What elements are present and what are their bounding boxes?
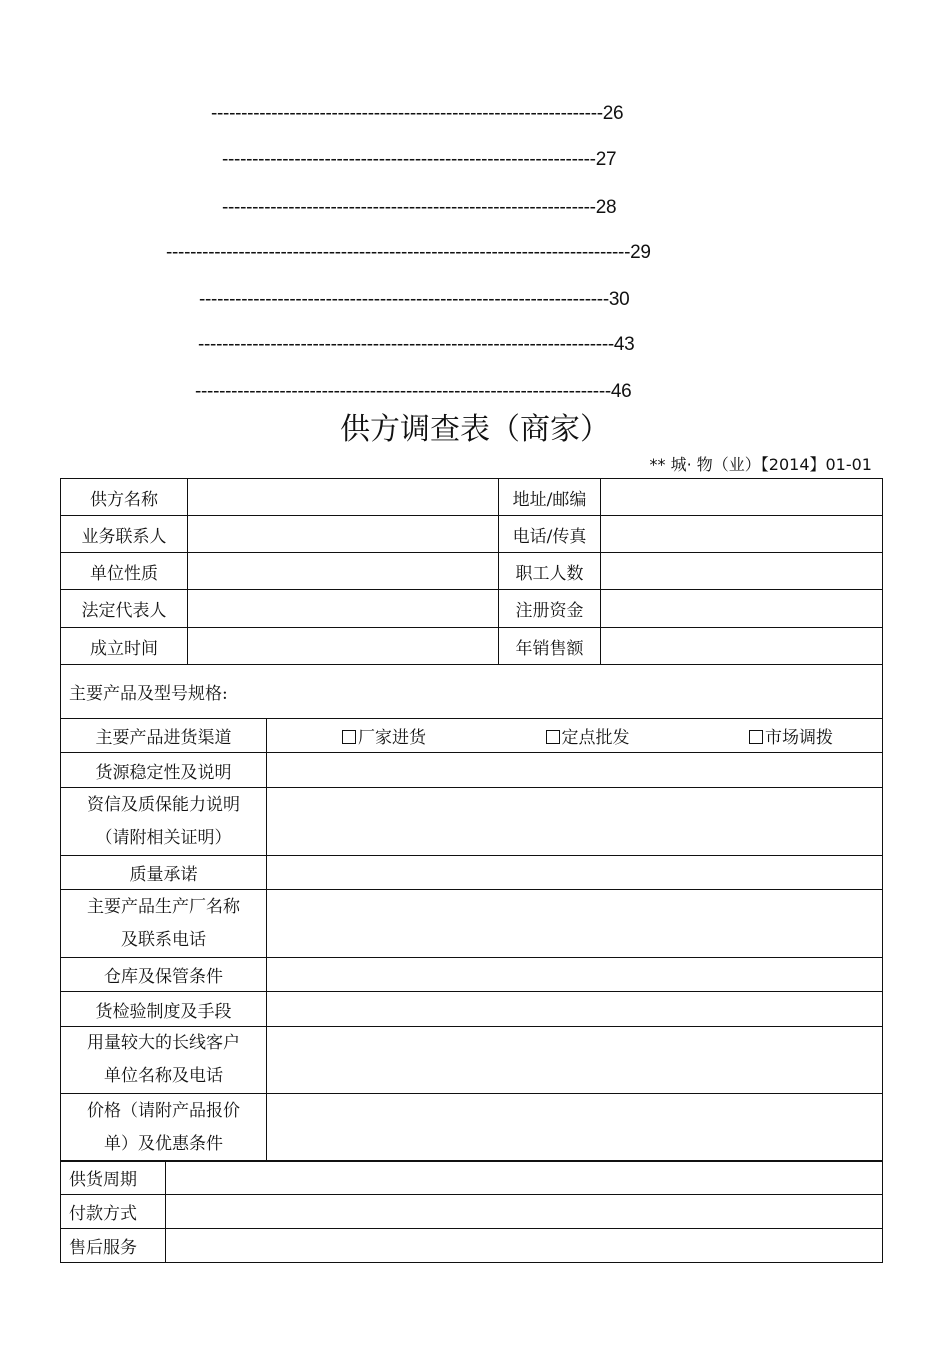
table-row (61, 890, 883, 958)
table-row (61, 1161, 883, 1195)
field-label: 法定代表人 (61, 590, 188, 628)
supply-cycle-field[interactable] (166, 1161, 883, 1195)
field-label: 注册资金 (499, 590, 601, 628)
field-label: 货检验制度及手段 (61, 992, 267, 1027)
business-contact-field[interactable] (188, 516, 499, 553)
field-label: 单位性质 (61, 553, 188, 590)
detail-value-field[interactable] (267, 856, 883, 890)
label-line: 单位名称及电话 (104, 1066, 223, 1086)
table-row (61, 788, 883, 856)
checkbox-icon (546, 730, 560, 744)
field-label: 年销售额 (499, 628, 601, 665)
legal-representative-field[interactable] (188, 590, 499, 628)
option-label: 市场调拨 (765, 728, 833, 748)
label-line: 单）及优惠条件 (104, 1133, 223, 1154)
detail-value-field[interactable] (267, 788, 883, 856)
details-table (60, 664, 883, 1162)
field-label (61, 788, 267, 856)
label-line: （请附相关证明） (95, 827, 232, 848)
field-label: 成立时间 (61, 628, 188, 665)
toc-line (222, 198, 616, 218)
field-label (61, 1027, 267, 1094)
employee-count-field[interactable] (601, 553, 883, 590)
toc-page-number: 27 (595, 149, 617, 170)
label-line: 及联系电话 (121, 929, 206, 950)
option-label: 厂家进货 (358, 728, 426, 748)
form-title: 供方调查表（商家） (340, 412, 610, 447)
option-label: 定点批发 (561, 728, 630, 748)
detail-value-field[interactable] (267, 753, 883, 788)
field-label: 售后服务 (61, 1229, 166, 1263)
toc-page-number: 28 (595, 197, 617, 218)
toc-page-number: 30 (608, 289, 630, 310)
field-label: 质量承诺 (61, 856, 267, 890)
toc-line (198, 335, 634, 355)
founding-date-field[interactable] (188, 628, 499, 665)
detail-value-field[interactable] (267, 1094, 883, 1162)
table-row (61, 958, 883, 992)
field-label: 主要产品进货渠道 (61, 719, 267, 753)
table-row (61, 665, 883, 719)
after-sales-field[interactable] (166, 1229, 883, 1263)
label-line: 资信及质保能力说明 (87, 794, 240, 815)
field-label: 供方名称 (61, 479, 188, 516)
payment-method-field[interactable] (166, 1195, 883, 1229)
field-label: 仓库及保管条件 (61, 958, 267, 992)
detail-value-field[interactable] (267, 958, 883, 992)
document-number: ** 城· 物（业）【2014】01-01 (649, 455, 872, 474)
channel-option-manufacturer[interactable] (342, 723, 426, 748)
detail-value-field[interactable] (267, 890, 883, 958)
table-row (61, 516, 883, 553)
field-label: 地址/邮编 (499, 479, 601, 516)
address-postcode-field[interactable] (601, 479, 883, 516)
toc-page-number: 29 (630, 242, 651, 263)
terms-table (60, 1160, 883, 1263)
table-row (61, 590, 883, 628)
toc-dashes: -------------------------------------------------------------------- (199, 289, 609, 310)
field-label: 货源稳定性及说明 (61, 753, 267, 788)
toc-dashes: -------------------------------------------------------------- (222, 149, 596, 170)
main-products-label: 主要产品及型号规格: (69, 684, 228, 704)
toc-dashes: ----------------------------------------------------------------------------- (166, 242, 631, 263)
table-row (61, 553, 883, 590)
toc-dashes: --------------------------------------------------------------------- (198, 334, 614, 355)
label-line: 用量较大的长线客户 (87, 1033, 240, 1053)
table-row (61, 628, 883, 665)
toc-line (166, 243, 651, 263)
checkbox-icon (749, 730, 763, 744)
field-label: 供货周期 (61, 1161, 166, 1195)
channel-option-market[interactable] (749, 723, 833, 748)
annual-sales-field[interactable] (601, 628, 883, 665)
toc-dashes: ----------------------------------------------------------------- (211, 103, 603, 124)
toc-page-number: 46 (610, 381, 632, 402)
table-row (61, 1027, 883, 1094)
company-type-field[interactable] (188, 553, 499, 590)
phone-fax-field[interactable] (601, 516, 883, 553)
toc-line (211, 104, 623, 124)
channel-option-wholesale[interactable] (546, 723, 630, 748)
toc-dashes: --------------------------------------------------------------------- (195, 381, 611, 402)
detail-value-field[interactable] (267, 992, 883, 1027)
checkbox-icon (342, 730, 356, 744)
field-label: 付款方式 (61, 1195, 166, 1229)
toc-page-number: 26 (602, 103, 624, 124)
table-row (61, 856, 883, 890)
basic-info-table (60, 478, 883, 665)
table-row (61, 992, 883, 1027)
toc-line (199, 290, 629, 310)
table-row (61, 1195, 883, 1229)
channel-options (267, 719, 883, 753)
detail-value-field[interactable] (267, 1027, 883, 1094)
field-label: 职工人数 (499, 553, 601, 590)
label-line: 主要产品生产厂名称 (87, 896, 240, 917)
table-row (61, 1229, 883, 1263)
field-label (61, 890, 267, 958)
main-products-field[interactable] (61, 665, 883, 719)
supplier-name-field[interactable] (188, 479, 499, 516)
field-label: 电话/传真 (499, 516, 601, 553)
label-line: 价格（请附产品报价 (87, 1100, 240, 1121)
table-row (61, 479, 883, 516)
field-label (61, 1094, 267, 1162)
table-row (61, 1094, 883, 1162)
toc-line (195, 382, 631, 402)
toc-dashes: -------------------------------------------------------------- (222, 197, 596, 218)
table-row (61, 719, 883, 753)
toc-line (222, 150, 616, 170)
toc-page-number: 43 (613, 334, 635, 355)
registered-capital-field[interactable] (601, 590, 883, 628)
table-row (61, 753, 883, 788)
field-label: 业务联系人 (61, 516, 188, 553)
